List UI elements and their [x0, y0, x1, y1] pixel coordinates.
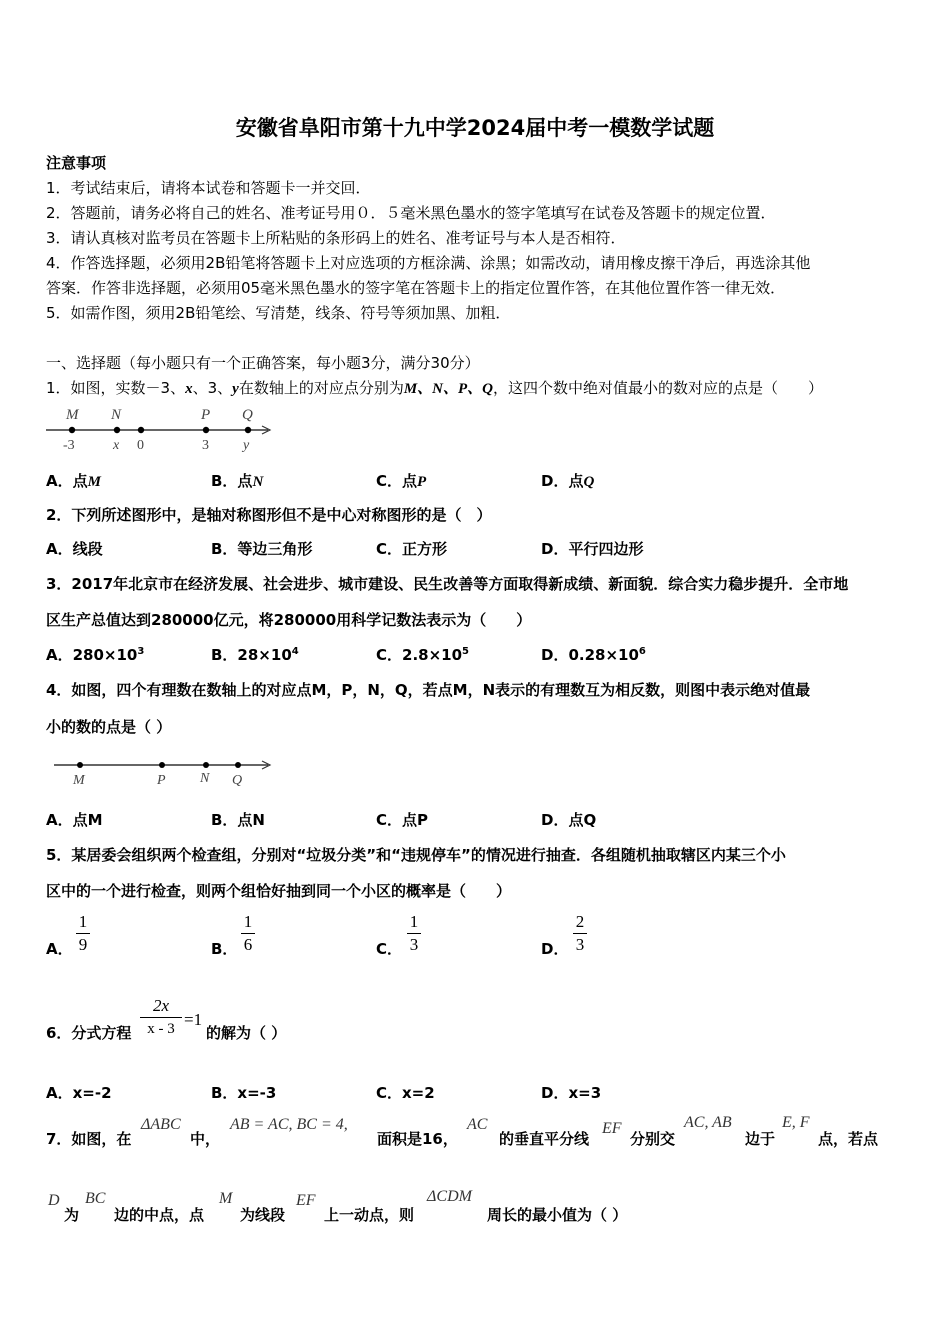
q6-option-b: B．x=-3 — [211, 1084, 277, 1102]
q7-text: 面积是16， — [377, 1130, 458, 1148]
point-P — [203, 427, 209, 433]
q6-option-c: C．x=2 — [376, 1084, 435, 1102]
q5-option-b-key: B． — [211, 940, 238, 958]
q7-text: 分别交 — [630, 1130, 676, 1148]
point-N — [114, 427, 120, 433]
q4-option-a: A．点M — [46, 811, 103, 829]
q7-math: M — [219, 1190, 233, 1207]
q7-text: 点，若点 — [818, 1130, 879, 1148]
q7-text: 周长的最小值为（ ） — [487, 1206, 628, 1224]
q1-option-a: A．点M — [46, 472, 101, 490]
q7-text: 为 — [64, 1206, 80, 1224]
question-5-line-2: 区中的一个进行检查，则两个组恰好抽到同一个小区的概率是（ ） — [46, 882, 512, 900]
q3-option-a: A．$280\times 10^3$ — [46, 646, 145, 664]
label-M: M — [66, 407, 79, 423]
q7-math: EF — [296, 1192, 316, 1209]
q7-text: 7．如图，在 — [46, 1130, 132, 1148]
q7-math: EF — [602, 1120, 622, 1137]
q7-math: AB = AC, BC = 4, — [230, 1116, 348, 1133]
q2-option-c: C．正方形 — [376, 540, 448, 558]
note-item: 2．答题前，请务必将自己的姓名、准考证号用０．５毫米黑色墨水的签字笔填写在试卷及答题卡的规定位置． — [46, 204, 776, 222]
q7-text: 的垂直平分线 — [499, 1130, 590, 1148]
question-2: 2．下列所述图形中，是轴对称图形但不是中心对称图形的是（ ） — [46, 506, 492, 524]
q1-option-d: D．点Q — [541, 472, 595, 490]
q5-option-a-key: A． — [46, 940, 73, 958]
label-Q: Q — [242, 407, 253, 423]
q2-option-d: D．平行四边形 — [541, 540, 644, 558]
q7-math: AC, AB — [684, 1114, 732, 1131]
q7-text: 上一动点，则 — [324, 1206, 415, 1224]
question-4-line-2: 小的数的点是（ ） — [46, 718, 172, 736]
q1-var-y: y — [232, 381, 239, 397]
q1-number-line-figure — [40, 402, 280, 457]
point-M — [77, 762, 83, 768]
q4-option-b: B．点N — [211, 811, 265, 829]
label-N: N — [200, 771, 210, 786]
point-zero — [138, 427, 144, 433]
q4-option-c: C．点P — [376, 811, 429, 829]
question-1 — [46, 377, 823, 398]
q7-math: ΔCDM — [427, 1188, 472, 1205]
point-Q — [245, 427, 251, 433]
q7-text: 为线段 — [240, 1206, 286, 1224]
q1-text: 、3、 — [192, 379, 233, 397]
tick-label: 3 — [202, 438, 209, 453]
q6-equation-fraction: 2x x - 3 — [140, 996, 182, 1039]
tick-label: y — [243, 438, 250, 453]
question-3-line-2: 区生产总值达到280000亿元，将280000用科学记数法表示为（ ） — [46, 611, 532, 629]
point-P — [159, 762, 165, 768]
label-Q: Q — [232, 773, 243, 788]
q4-option-d: D．点Q — [541, 811, 597, 829]
q5-option-a-fraction: 1 9 — [76, 912, 90, 955]
label-N: N — [111, 407, 122, 423]
q7-text: 边的中点，点 — [114, 1206, 205, 1224]
notes-heading: 注意事项 — [46, 154, 107, 172]
point-M — [69, 427, 75, 433]
q1-option-c: C．点P — [376, 472, 427, 490]
tick-label: x — [113, 438, 120, 453]
q6-equals: =1 — [184, 1010, 203, 1029]
note-item: 4．作答选择题，必须用2B铅笔将答题卡上对应选项的方框涂满、涂黑；如需改动，请用橡皮擦干净后，再选涂其他 — [46, 254, 811, 272]
q1-text: 在数轴上的对应点分别为 — [238, 379, 404, 397]
q3-option-c: C．$2.8\times 10^5$ — [376, 646, 469, 664]
note-item: 5．如需作图，须用2B铅笔绘、写清楚，线条、符号等须加黑、加粗． — [46, 304, 511, 322]
q7-math: AC — [467, 1116, 488, 1133]
q1-var-x: x — [185, 381, 193, 397]
tick-label: 0 — [137, 438, 144, 453]
q2-option-a: A．线段 — [46, 540, 103, 558]
q1-text: ，这四个数中绝对值最小的数对应的点是（ ） — [493, 379, 824, 397]
q7-text: 中， — [190, 1130, 221, 1148]
q3-option-b: B．$28\times 10^4$ — [211, 646, 299, 664]
section-heading: 一、选择题（每小题只有一个正确答案，每小题3分，满分30分） — [46, 354, 480, 372]
note-item: 1．考试结束后，请将本试卷和答题卡一并交回． — [46, 179, 371, 197]
question-6-prefix: 6．分式方程 — [46, 1024, 132, 1042]
label-P: P — [201, 407, 211, 423]
q1-points: M、N、P、Q — [403, 381, 493, 397]
label-P: P — [157, 773, 166, 788]
q7-math: BC — [85, 1190, 106, 1207]
page-title: 安徽省阜阳市第十九中学2024届中考一模数学试题 — [235, 116, 715, 140]
note-item: 3．请认真核对监考员在答题卡上所粘贴的条形码上的姓名、准考证号与本人是否相符． — [46, 229, 626, 247]
q7-math: ΔABC — [141, 1116, 181, 1133]
label-M: M — [73, 773, 85, 788]
question-4-line-1: 4．如图，四个有理数在数轴上的对应点M，P，N，Q，若点M，N表示的有理数互为相反数，则图中表示绝对值最 — [46, 681, 811, 699]
q5-option-d-fraction: 2 3 — [573, 912, 587, 955]
note-item: 答案．作答非选择题，必须用05毫米黑色墨水的签字笔在答题卡上的指定位置作答，在其他位置作答一律无效． — [46, 279, 786, 297]
q7-text: 边于 — [745, 1130, 776, 1148]
point-N — [203, 762, 209, 768]
question-6-suffix: 的解为（ ） — [206, 1024, 287, 1042]
point-Q — [235, 762, 241, 768]
question-3-line-1: 3．2017年北京市在经济发展、社会进步、城市建设、民生改善等方面取得新成绩、新面貌．综合实力稳步提升．全市地 — [46, 575, 849, 593]
q7-math: D — [48, 1192, 60, 1209]
q7-math: E, F — [782, 1114, 810, 1131]
tick-label: -3 — [63, 438, 75, 453]
q5-option-b-fraction: 1 6 — [241, 912, 255, 955]
q1-option-b: B．点N — [211, 472, 264, 490]
question-5-line-1: 5．某居委会组织两个检查组，分别对“垃圾分类”和“违规停车”的情况进行抽查．各组随机抽取辖区内某三个小 — [46, 846, 786, 864]
q6-option-d: D．x=3 — [541, 1084, 602, 1102]
q5-option-c-fraction: 1 3 — [407, 912, 421, 955]
q1-text: 1．如图，实数－3、 — [46, 379, 186, 397]
q3-option-d: D．$0.28\times 10^6$ — [541, 646, 646, 664]
q5-option-d-key: D． — [541, 940, 569, 958]
q4-number-line-figure — [50, 752, 280, 790]
q2-option-b: B．等边三角形 — [211, 540, 313, 558]
q6-option-a: A．x=-2 — [46, 1084, 112, 1102]
q5-option-c-key: C． — [376, 940, 403, 958]
